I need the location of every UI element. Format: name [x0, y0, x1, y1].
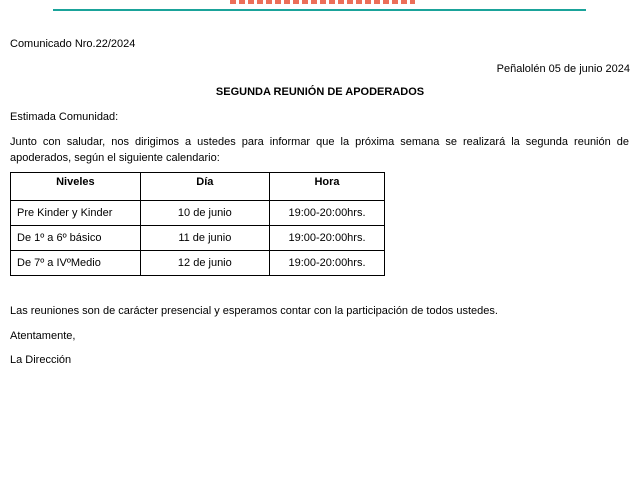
- cell-hora: 19:00-20:00hrs.: [270, 251, 385, 276]
- header-dia: Día: [140, 173, 269, 201]
- table-row: [11, 226, 385, 251]
- cell-nivel: Pre Kinder y Kinder: [11, 201, 141, 226]
- document-date: Peñalolén 05 de junio 2024: [496, 63, 630, 75]
- valediction: Atentamente,: [10, 330, 76, 342]
- table-header-row: [11, 173, 385, 201]
- communique-number: Comunicado Nro.22/2024: [10, 38, 136, 50]
- document-title: SEGUNDA REUNIÓN DE APODERADOS: [215, 86, 425, 98]
- cell-nivel: De 7º a IVºMedio: [11, 251, 141, 276]
- cell-dia: 12 de junio: [140, 251, 269, 276]
- table-row: [11, 201, 385, 226]
- table-row: [11, 251, 385, 276]
- cell-hora: 19:00-20:00hrs.: [270, 226, 385, 251]
- header-niveles: Niveles: [11, 173, 141, 201]
- closing-paragraph: Las reuniones son de carácter presencial y esperamos contar con la participación de todos ustedes.: [10, 305, 498, 317]
- greeting: Estimada Comunidad:: [10, 111, 119, 123]
- header-hora: Hora: [270, 173, 385, 201]
- header-divider: [53, 9, 586, 11]
- letterhead-strip: [230, 0, 415, 4]
- cell-nivel: De 1º a 6º básico: [11, 226, 141, 251]
- intro-paragraph: Junto con saludar, nos dirigimos a ustedes para informar que la próxima semana se realizará la segunda reunión de apoderados, según el siguiente calendario:: [10, 136, 629, 164]
- signature: La Dirección: [10, 354, 72, 366]
- cell-dia: 10 de junio: [140, 201, 269, 226]
- cell-hora: 19:00-20:00hrs.: [270, 201, 385, 226]
- cell-dia: 11 de junio: [140, 226, 269, 251]
- meeting-schedule-table: [10, 172, 385, 276]
